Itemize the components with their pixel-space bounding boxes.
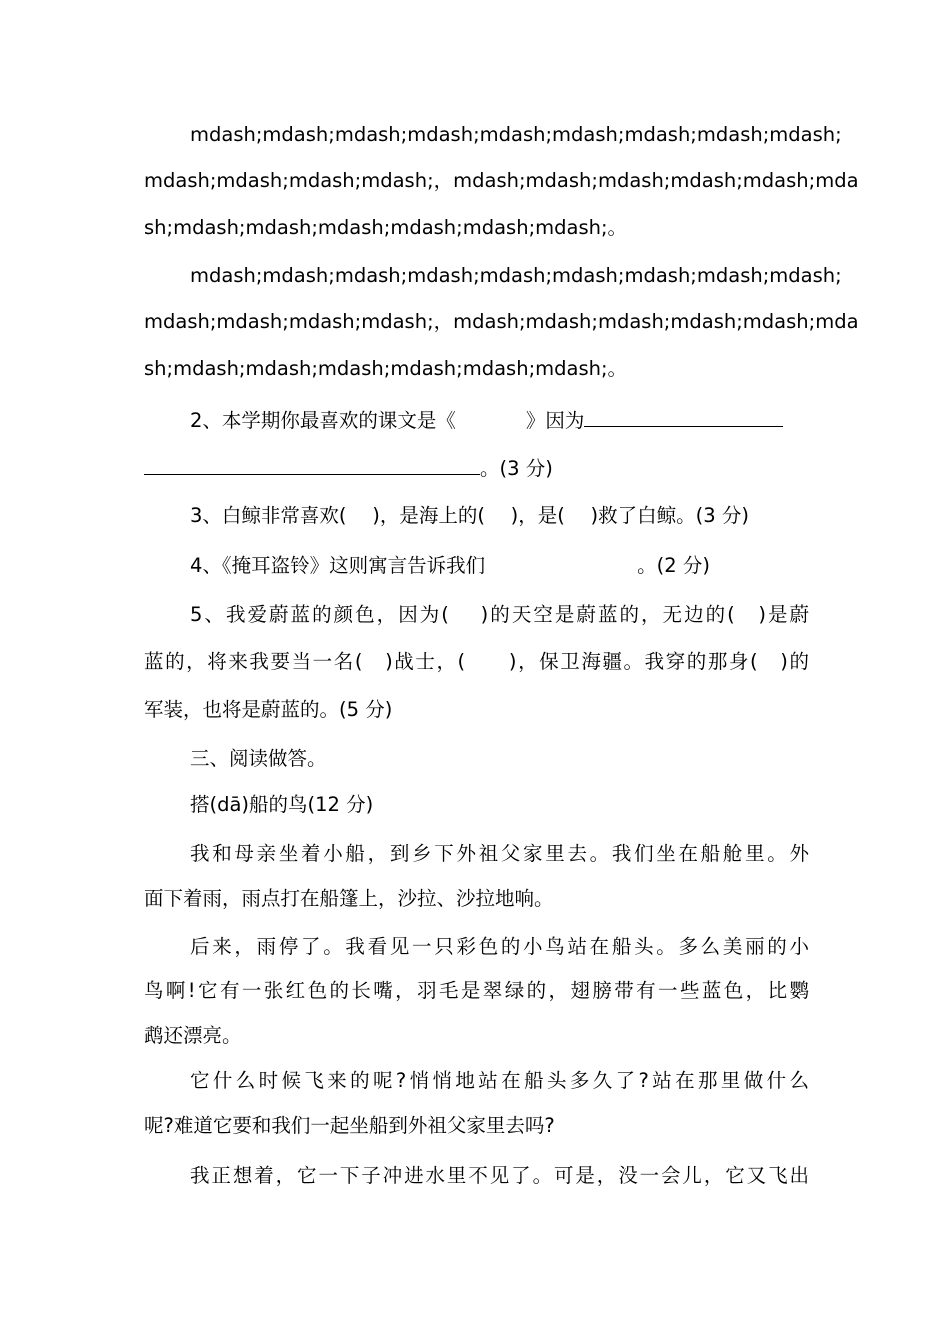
question-5-line-3: 军装，也将是蔚蓝的。(5 分) <box>144 698 393 721</box>
dash-paragraph-2-line-2: mdash;mdash;mdash;mdash;，mdash;mdash;mdash;mdash;mdash;mda <box>144 310 859 333</box>
question-5-line-2: 蓝的，将来我要当一名( )战士，( )，保卫海疆。我穿的那身( )的 <box>144 650 809 673</box>
story-paragraph-1-line-1: 我和母亲坐着小船，到乡下外祖父家里去。我们坐在船舱里。外 <box>190 842 809 865</box>
dash-paragraph-1-line-3: sh;mdash;mdash;mdash;mdash;mdash;mdash;。 <box>144 216 628 239</box>
story-paragraph-1-line-2: 面下着雨，雨点打在船篷上，沙拉、沙拉地响。 <box>144 887 554 910</box>
question-2-text-b: 》因为 <box>525 409 585 432</box>
question-3: 3、白鲸非常喜欢( )，是海上的( )，是( )救了白鲸。(3 分) <box>190 504 749 527</box>
story-paragraph-3-line-2: 呢?难道它要和我们一起坐船到外祖父家里去吗? <box>144 1114 555 1137</box>
question-2-answer-line-2 <box>144 452 480 475</box>
dash-paragraph-2-line-3: sh;mdash;mdash;mdash;mdash;mdash;mdash;。 <box>144 357 628 380</box>
story-paragraph-4-line-1: 我正想着，它一下子冲进水里不见了。可是，没一会儿，它又飞出 <box>190 1164 809 1187</box>
question-5-line-1: 5、我爱蔚蓝的颜色，因为( )的天空是蔚蓝的，无边的( )是蔚 <box>190 603 809 626</box>
story-paragraph-2-line-2: 鸟啊!它有一张红色的长嘴，羽毛是翠绿的，翅膀带有一些蓝色，比鹦 <box>144 979 809 1002</box>
question-4 <box>190 551 710 581</box>
section-3-heading: 三、阅读做答。 <box>190 747 327 770</box>
question-2-answer-line-1 <box>584 404 783 427</box>
dash-paragraph-1-line-1: mdash;mdash;mdash;mdash;mdash;mdash;mdash;mdash;mdash; <box>190 123 842 146</box>
dash-paragraph-1-line-2: mdash;mdash;mdash;mdash;，mdash;mdash;mdash;mdash;mdash;mda <box>144 169 859 192</box>
story-paragraph-2-line-1: 后来，雨停了。我看见一只彩色的小鸟站在船头。多么美丽的小 <box>190 935 809 958</box>
question-4-text: 4、《掩耳盗铃》这则寓言告诉我们 <box>190 554 486 577</box>
question-4-score: 。(2 分) <box>637 554 710 577</box>
story-paragraph-3-line-1: 它什么时候飞来的呢?悄悄地站在船头多久了?站在那里做什么 <box>190 1069 809 1092</box>
question-2-line-2 <box>144 452 553 482</box>
question-2-line-1 <box>190 404 783 434</box>
dash-paragraph-2-line-1: mdash;mdash;mdash;mdash;mdash;mdash;mdash;mdash;mdash; <box>190 264 842 287</box>
story-title: 搭(dā)船的鸟(12 分) <box>190 793 374 816</box>
question-2-score: 。(3 分) <box>480 457 553 480</box>
story-paragraph-2-line-3: 鹉还漂亮。 <box>144 1024 242 1047</box>
question-2-text-a: 2、本学期你最喜欢的课文是《 <box>190 409 456 432</box>
